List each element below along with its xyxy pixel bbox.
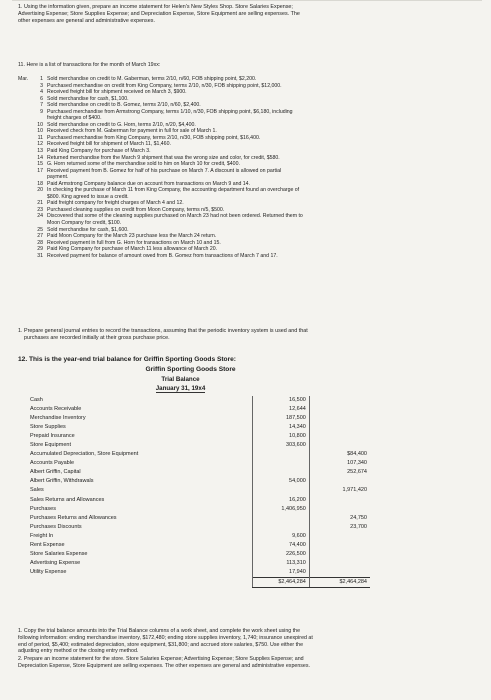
transaction-item: [18, 253, 480, 260]
statement-title: Trial Balance: [161, 376, 200, 383]
account-name: Prepaid Insurance: [30, 433, 75, 440]
transaction-day: 9: [40, 108, 43, 115]
transaction-text: Received payment in full from G. Horn for transactions on March 10 and 15.: [47, 239, 221, 246]
intro-line: other expenses are general and administrative expenses.: [18, 18, 155, 24]
exercise-12-questions: [18, 628, 480, 671]
transaction-text: Paid freight company for freight charges of March 4 and 12.: [47, 200, 184, 207]
transaction-text: Received payment for balance of amount owed from B. Gomez from transactions of March 7 and 17.: [47, 252, 278, 259]
intro-line: Advertising Expense; Store Supplies Expense; and Depreciation Expense, Store Equipment are selling expenses. The: [18, 11, 300, 17]
question-line: following information: ending merchandise inventory, $172,480; ending store supplies inventory, 1,740; insurance unexpired at: [18, 634, 313, 641]
question-line: Depreciation Expense, Store Equipment are selling expenses. The other expenses are general and administrative expenses.: [18, 662, 310, 669]
transaction-day: 18: [37, 180, 43, 187]
transaction-day: 1: [40, 76, 43, 82]
account-name: Albert Griffin, Withdrawals: [30, 478, 94, 485]
debit-amount: [253, 468, 310, 477]
transaction-text: Received check from M. Gaberman for payment in full for sale of March 1.: [47, 128, 217, 135]
debit-amount: [253, 459, 310, 468]
account-name: Store Supplies: [30, 424, 66, 431]
credit-amount: [309, 432, 370, 441]
table-row: [30, 441, 370, 450]
credit-amount: [309, 441, 370, 450]
exercise-11-question: [18, 328, 480, 342]
transaction-text: Sold merchandise on credit to B. Gomez, terms 2/10, n/60, $2,400.: [47, 102, 201, 109]
account-name: Sales: [30, 487, 44, 494]
transaction-day: 21: [37, 200, 43, 207]
account-name: Utility Expense: [30, 569, 67, 576]
table-row: [30, 468, 370, 477]
credit-amount: [309, 405, 370, 414]
account-name: Store Equipment: [30, 442, 71, 449]
credit-amount: 252,674: [309, 468, 370, 477]
credit-amount: [309, 505, 370, 514]
transaction-text: Purchased merchandise on credit from King Company, terms 2/10, n/30, FOB shipping point, $12,000.: [47, 82, 282, 89]
account-name: Purchases Returns and Allowances: [30, 514, 117, 521]
question-line: purchases are recorded initially at their gross purchase price.: [24, 334, 170, 341]
transaction-text: $800. King agreed to issue a credit.: [47, 193, 129, 200]
credit-amount: [309, 414, 370, 423]
question-line: 1. Copy the trial balance amounts into the Trial Balance columns of a work sheet, and complete the work sheet using the: [18, 628, 301, 634]
credit-amount: [309, 541, 370, 550]
transaction-day: 4: [40, 89, 43, 96]
account-name: Accumulated Depreciation, Store Equipment: [30, 451, 139, 458]
debit-amount: 226,500: [253, 550, 310, 559]
table-row: [30, 559, 370, 568]
transaction-text: Returned merchandise from the March 9 shipment that was the wrong size and color, for credit, $580.: [47, 154, 280, 161]
table-row: [30, 532, 370, 541]
table-row: [30, 514, 370, 523]
transaction-text: Paid King Company for purchase of March 3.: [47, 148, 151, 155]
company-name: Griffin Sporting Goods Store: [145, 366, 236, 373]
transaction-day: 6: [40, 95, 43, 102]
account-name: Albert Griffin, Capital: [30, 469, 81, 476]
account-name: Cash: [30, 397, 43, 403]
transaction-day: 31: [37, 252, 43, 259]
debit-amount: 303,600: [253, 441, 310, 450]
account-name: Sales Returns and Allowances: [30, 496, 105, 503]
table-row: [30, 459, 370, 468]
table-row: [30, 523, 370, 532]
credit-amount: [309, 423, 370, 432]
debit-amount: 74,400: [253, 541, 310, 550]
credit-amount: [309, 532, 370, 541]
transaction-text: Paid King Company for purchase of March 11 less allowance of March 20.: [47, 246, 218, 253]
account-name: Accounts Payable: [30, 460, 75, 467]
transaction-day: 29: [37, 246, 43, 253]
statement-date: [0, 385, 426, 392]
scan-edge: [12, 0, 482, 1]
debit-amount: 54,000: [253, 477, 310, 486]
transaction-text: Purchased cleaning supplies on credit from Moon Company, terms n/5, $500.: [47, 206, 225, 213]
table-row: [30, 477, 370, 486]
transaction-day: 28: [37, 239, 43, 246]
exercise-12-heading: 12. This is the year-end trial balance for Griffin Sporting Goods Store:: [18, 356, 236, 363]
table-row: [30, 486, 370, 495]
credit-amount: [309, 477, 370, 486]
account-name: Merchandise Inventory: [30, 415, 86, 422]
debit-amount: [253, 514, 310, 523]
debit-amount: 14,340: [253, 423, 310, 432]
credit-amount: [309, 559, 370, 568]
transaction-day: 12: [37, 141, 43, 148]
transaction-day: 25: [37, 226, 43, 233]
debit-amount: 9,600: [253, 532, 310, 541]
table-row: [30, 550, 370, 559]
intro-paragraph: [18, 4, 480, 25]
transaction-day: 13: [37, 148, 43, 155]
transaction-text: Sold merchandise for cash, $1,600.: [47, 226, 129, 233]
transaction-day: 24: [37, 213, 43, 220]
transaction-text: freight charges of $400.: [47, 115, 102, 122]
transaction-month: [18, 253, 30, 260]
credit-amount: $84,400: [309, 450, 370, 459]
debit-amount: 16,200: [253, 496, 310, 505]
question-line: 1. Prepare general journal entries to record the transactions, assuming that the periodic inventory system is used and that: [18, 328, 308, 334]
credit-amount: 24,750: [309, 514, 370, 523]
debit-amount: 10,800: [253, 432, 310, 441]
account-name: Accounts Receivable: [30, 406, 82, 413]
table-row: [30, 405, 370, 414]
transaction-text: Purchased merchandise from King Company, terms 2/10, n/30, FOB shipping point, $16,400.: [47, 134, 261, 141]
exercise-11-heading: 11. Here is a list of transactions for the month of March 19xx:: [18, 62, 161, 68]
account-name: Rent Expense: [30, 541, 65, 548]
trial-balance-table: [30, 396, 370, 588]
transaction-day: 15: [37, 161, 43, 168]
transaction-text: Received payment from B. Gomez for half of his purchase on March 7. A discount is allowed on partial: [47, 167, 282, 174]
credit-amount: 1,971,420: [309, 486, 370, 495]
question-line: end of period, $5,400; estimated depreciation, store equipment, $31,800; and accrued store salaries, $750. Use either the: [18, 641, 304, 648]
account-name: Freight In: [30, 532, 54, 539]
transaction-text: Sold merchandise on credit to G. Horn, terms 2/10, n/20, $4,400.: [47, 121, 196, 128]
transaction-text: Discovered that some of the cleaning supplies purchased on March 23 had not been ordered. Returned them to: [47, 213, 303, 220]
account-name: Purchases Discounts: [30, 523, 82, 530]
intro-line: 1. Using the information given, prepare an income statement for Helen's New Styles Shop. Store Salaries Expense;: [18, 4, 293, 10]
debit-amount: 17,940: [253, 568, 310, 578]
totals-row: [30, 577, 370, 587]
transaction-text: In checking the purchase of March 11 from King Company, the accounting department found an overcharge of: [47, 187, 300, 194]
transaction-day: 7: [40, 102, 43, 109]
credit-amount: [309, 568, 370, 578]
debit-amount: [253, 523, 310, 532]
transaction-day: 17: [37, 167, 43, 174]
transaction-day: 14: [37, 154, 43, 161]
credit-amount: [309, 496, 370, 505]
debit-amount: 187,500: [253, 414, 310, 423]
transaction-text: payment.: [47, 174, 69, 181]
transaction-text: Moon Company for credit, $100.: [47, 220, 122, 227]
account-name: Purchases: [30, 505, 56, 512]
credit-total: $2,464,284: [309, 577, 370, 587]
table-row: [30, 423, 370, 432]
transaction-day: 11: [37, 134, 43, 141]
transaction-day: 23: [37, 206, 43, 213]
credit-amount: [309, 396, 370, 405]
debit-amount: 12,644: [253, 405, 310, 414]
debit-total: $2,464,284: [253, 577, 310, 587]
credit-amount: 23,700: [309, 523, 370, 532]
debit-amount: 1,406,950: [253, 505, 310, 514]
transaction-text: Received freight bill for shipment of March 11, $1,460.: [47, 141, 171, 148]
table-row: [30, 496, 370, 505]
table-row: [30, 396, 370, 405]
transaction-day: 20: [37, 187, 43, 194]
transaction-text: Purchased merchandise from Armstrong Company, terms 1/10, n/30, FOB shipping point, $6,180, including: [47, 108, 293, 115]
transaction-text: Sold merchandise for cash, $1,100.: [47, 95, 129, 102]
transaction-day: 3: [40, 82, 43, 89]
question-line: 2. Prepare an income statement for the store. Store Salaries Expense; Advertising Expense; Store Supplies Expense; and: [18, 656, 304, 663]
transaction-day: 27: [37, 233, 43, 240]
totals-label-cell: [30, 577, 253, 587]
question-line: adjusting entry method or the closing entry method.: [18, 648, 139, 655]
transaction-text: Received freight bill for shipment received on March 3, $900.: [47, 89, 187, 96]
table-row: [30, 541, 370, 550]
transaction-text: G. Horn returned some of the merchandise sold to him on March 10 for credit, $400.: [47, 161, 240, 168]
debit-amount: 16,500: [253, 396, 310, 405]
debit-amount: [253, 486, 310, 495]
account-name: Store Salaries Expense: [30, 550, 88, 557]
table-row: [30, 450, 370, 459]
transaction-month: Mar.: [18, 76, 29, 82]
transaction-text: Sold merchandise on credit to M. Gaberman, terms 2/10, n/60, FOB shipping point, $2,200.: [47, 76, 257, 82]
debit-amount: 113,310: [253, 559, 310, 568]
account-name: Advertising Expense: [30, 559, 81, 566]
transaction-list: [18, 76, 480, 259]
table-row: [30, 568, 370, 578]
transaction-day: 10: [37, 128, 43, 135]
credit-amount: [309, 550, 370, 559]
transaction-text: Paid Moon Company for the March 23 purchase less the March 24 return.: [47, 233, 217, 240]
table-row: [30, 505, 370, 514]
debit-amount: [253, 450, 310, 459]
credit-amount: 107,340: [309, 459, 370, 468]
transaction-day: 10: [37, 121, 43, 128]
table-row: [30, 414, 370, 423]
table-row: [30, 432, 370, 441]
transaction-text: Paid Armstrong Company balance due on account from transactions on March 9 and 14.: [47, 180, 251, 187]
statement-date-text: January 31, 19x4: [155, 385, 206, 392]
